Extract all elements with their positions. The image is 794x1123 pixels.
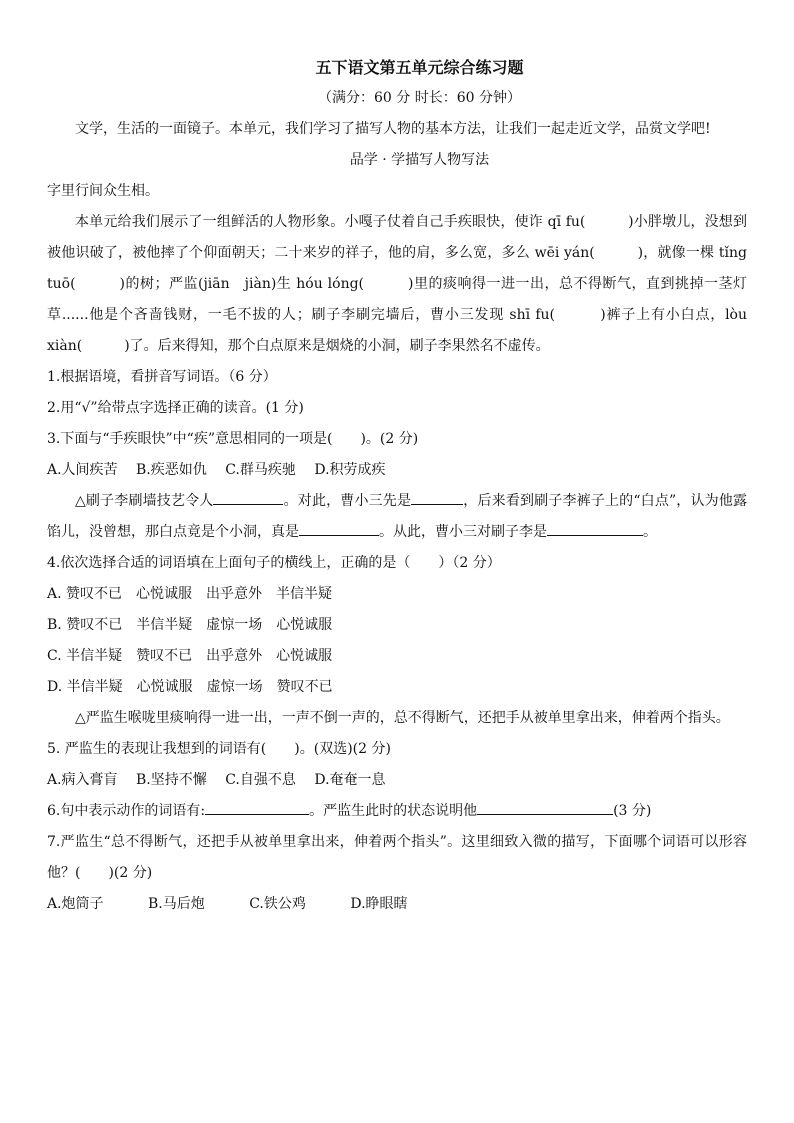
answer-blank-6b[interactable] <box>477 798 613 815</box>
option-d[interactable]: D.睁眼瞎 <box>350 896 408 912</box>
question-6-text-3: (3 分) <box>613 803 652 819</box>
blank-2[interactable] <box>411 488 463 505</box>
intro-paragraph: 文学，生活的一面镜子。本单元，我们学习了描写人物的基本方法，让我们一起走近文学，品赏文学吧! <box>75 121 711 137</box>
blank-4[interactable] <box>547 519 643 536</box>
passage2-text-1: △刷子李刷墙技艺令人 <box>75 493 214 509</box>
option-d[interactable]: D.积劳成疾 <box>314 462 386 478</box>
answer-blank-6a[interactable] <box>205 798 309 815</box>
option-d[interactable]: D.奄奄一息 <box>314 772 386 788</box>
reading-passage-2: △严监生喉咙里痰响得一进一出，一声不倒一声的，总不得断气，还把手从被单里拿出来，伸着两个指头。 <box>75 710 730 726</box>
question-4-option-b[interactable]: B. 赞叹不已 半信半疑 虚惊一场 心悦诚服 <box>47 617 333 633</box>
page-title: 五下语文第五单元综合练习题 <box>315 58 524 77</box>
option-a[interactable]: A.病入膏肓 <box>47 772 118 788</box>
option-c[interactable]: C.铁公鸡 <box>249 896 306 912</box>
question-7-options <box>47 889 747 920</box>
option-a[interactable]: A.炮筒子 <box>47 896 104 912</box>
option-b[interactable]: B.疾恶如仇 <box>136 462 207 478</box>
exam-info: （满分：60 分 时长：60 分钟） <box>318 90 521 106</box>
option-c[interactable]: C.群马疾驰 <box>225 462 296 478</box>
section-heading: 字里行间众生相。 <box>47 183 159 199</box>
question-6 <box>47 796 747 827</box>
question-4-option-c[interactable]: C. 半信半疑 赞叹不已 出乎意外 心悦诚服 <box>47 648 333 664</box>
passage2-text-5: 。 <box>643 524 657 540</box>
blank-3[interactable] <box>299 519 379 536</box>
blank-1[interactable] <box>213 488 283 505</box>
question-5: 5. 严监生的表现让我想到的词语有( )。(双选)(2 分) <box>47 741 391 757</box>
reading-passage: 本单元给我们展示了一组鲜活的人物形象。小嘎子仗着自己手疾眼快，使诈 qī fu( )小胖墩儿，没想到被他识破了，被他摔了个仰面朝天；二十来岁的祥子，他的肩，多么宽，多么 wēi yán( )，就像一棵 tǐng tuō( )的树；严监(jiān jiàn)生 hóu lóng( )里的痰响得一进一出，总不得断气，直到挑掉一茎灯草......他是个吝啬钱财，一毛不拔的人；刷子李刷完墙后，曹小三发现 shī fu( )裤子上有小白点，lòu xiàn( )了。后来得知，那个白点原来是烟烧的小洞，刷子李果然名不虚传。 <box>47 214 761 354</box>
question-6-text-2: 。严监生此时的状态说明他 <box>309 803 478 819</box>
question-4: 4.依次选择合适的词语填在上面句子的横线上，正确的是（ ）（2 分） <box>47 555 501 571</box>
worksheet-page <box>47 52 761 920</box>
passage2-text-2: 。对此，曹小三先是 <box>283 493 412 509</box>
question-4-option-a[interactable]: A. 赞叹不已 心悦诚服 出乎意外 半信半疑 <box>47 586 333 602</box>
question-3-options <box>47 455 747 486</box>
fill-in-passage <box>47 486 747 548</box>
question-6-text-1: 6.句中表示动作的词语有: <box>47 803 206 819</box>
question-2: 2.用“√”给带点字选择正确的读音。(1 分) <box>47 400 304 416</box>
option-b[interactable]: B.马后炮 <box>148 896 205 912</box>
section-title: 品学 · 学描写人物写法 <box>349 152 490 168</box>
question-7: 7.严监生“总不得断气，还把手从被单里拿出来，伸着两个指头”。这里细致入微的描写，下面哪个词语可以形容他？( )(2 分) <box>47 834 747 881</box>
option-b[interactable]: B.坚持不懈 <box>136 772 207 788</box>
option-a[interactable]: A.人间疾苦 <box>47 462 118 478</box>
question-1: 1.根据语境，看拼音写词语。（6 分） <box>47 369 277 385</box>
passage2-text-3: ，后来看到刷子李裤子上的“白点”，认为他露馅儿，没曾想，那白点竟是个小洞，真是 <box>47 493 747 540</box>
question-4-option-d[interactable]: D. 半信半疑 心悦诚服 虚惊一场 赞叹不已 <box>47 679 333 695</box>
option-c[interactable]: C.自强不息 <box>225 772 296 788</box>
passage2-text-4: 。从此，曹小三对刷子李是 <box>379 524 547 540</box>
question-3: 3.下面与“手疾眼快”中“疾”意思相同的一项是( )。(2 分) <box>47 431 419 447</box>
question-5-options <box>47 765 747 796</box>
